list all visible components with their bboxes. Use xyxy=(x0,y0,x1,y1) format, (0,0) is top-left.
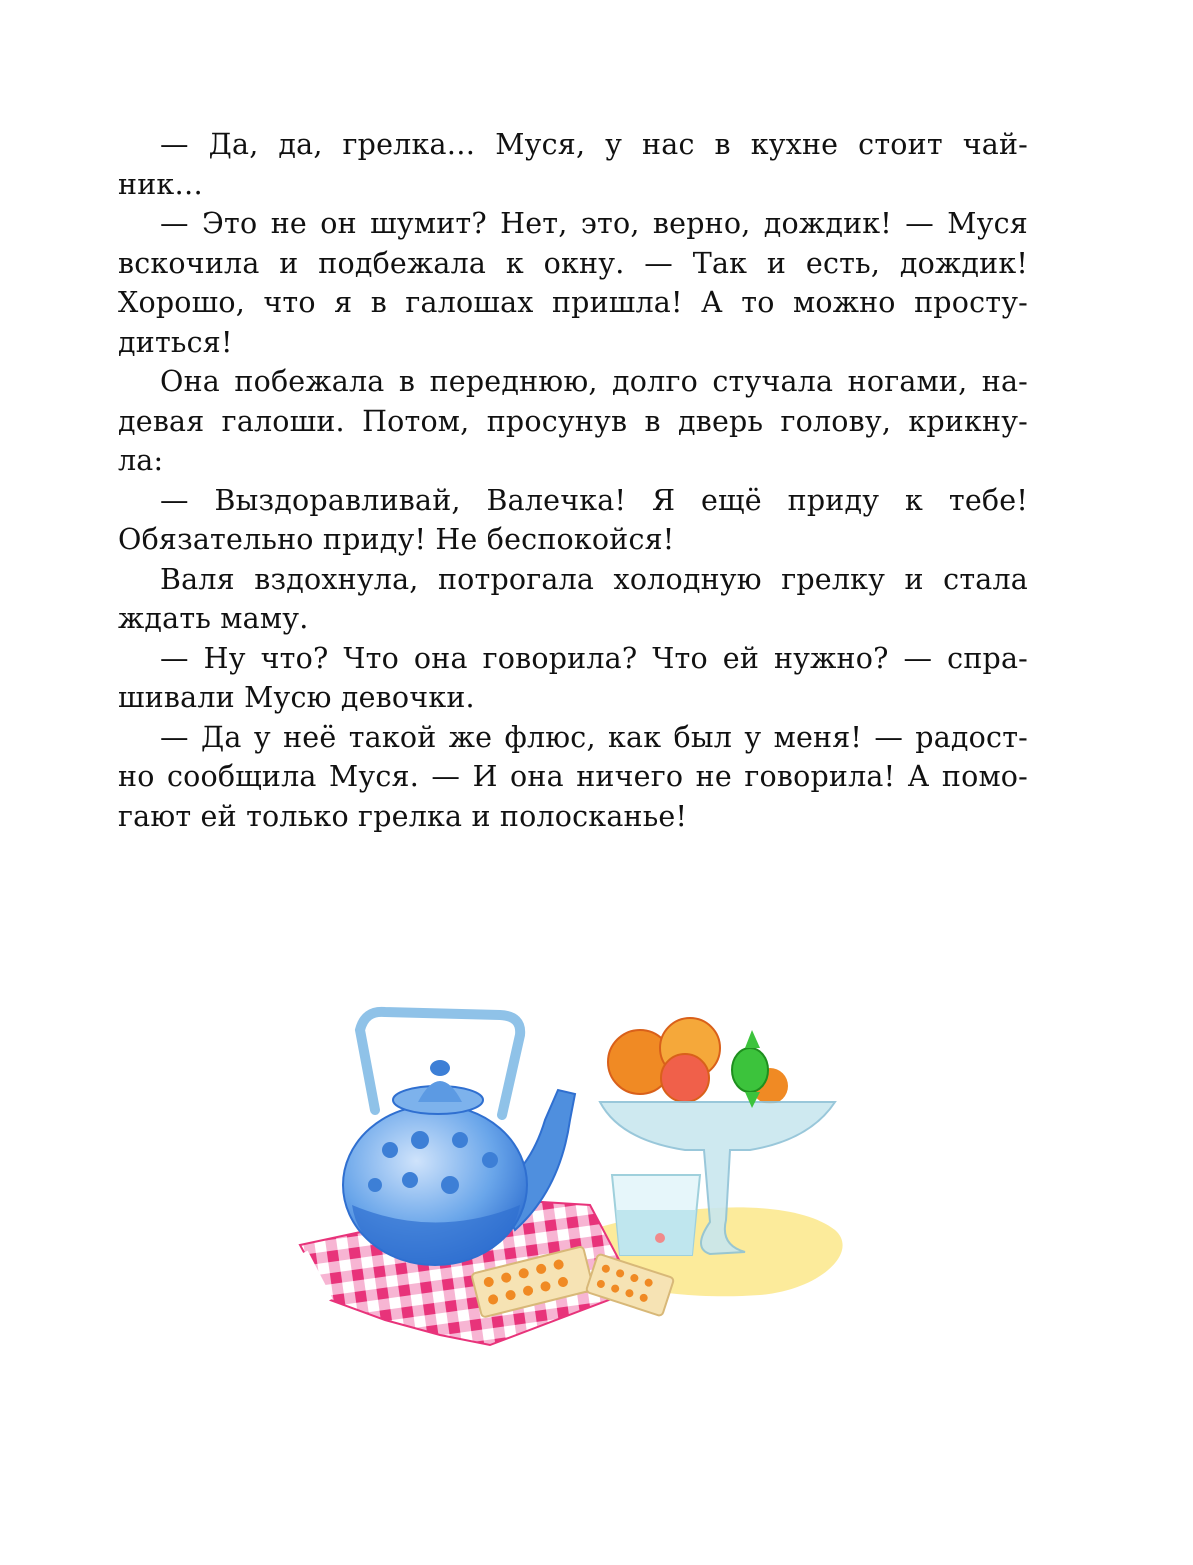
text-line: гают ей только грелка и полосканье! xyxy=(118,799,688,833)
text-line: — Да у неё такой же флюс, как был у меня! — радост- xyxy=(160,720,1028,754)
text-line: Обязательно приду! Не беспокойся! xyxy=(118,523,675,556)
text-line: но сообщила Муся. — И она ничего не говорила! А помо- xyxy=(118,760,1028,793)
text-line: Она побежала в переднюю, долго стучала ногами, на- xyxy=(160,365,1028,398)
text-line: — Выздоравливай, Валечка! Я ещё приду к тебе! xyxy=(160,483,1028,517)
text-line: — Ну что? Что она говорила? Что ей нужно? — спра- xyxy=(160,641,1028,675)
text-line: Валя вздохнула, потрогала холодную грелку и стала xyxy=(160,562,1028,596)
tea-table-illustration xyxy=(290,990,850,1410)
body-text xyxy=(118,125,1028,836)
text-line: шивали Мусю девочки. xyxy=(118,681,475,714)
text-line: ла: xyxy=(118,444,164,477)
text-line: вскочила и подбежала к окну. — Так и есть, дождик! xyxy=(118,246,1028,280)
text-line: диться! xyxy=(118,325,233,359)
text-line: — Да, да, грелка… Муся, у нас в кухне стоит чай- xyxy=(160,128,1028,161)
text-line: ждать маму. xyxy=(118,602,309,635)
text-line: ник… xyxy=(118,167,204,201)
water-glass-icon xyxy=(612,1175,700,1255)
text-line: — Это не он шумит? Нет, это, верно, дождик! — Муся xyxy=(160,207,1028,240)
text-line: Хорошо, что я в галошах пришла! А то можно просту- xyxy=(118,286,1028,319)
text-line: девая галоши. Потом, просунув в дверь голову, крикну- xyxy=(118,404,1028,438)
